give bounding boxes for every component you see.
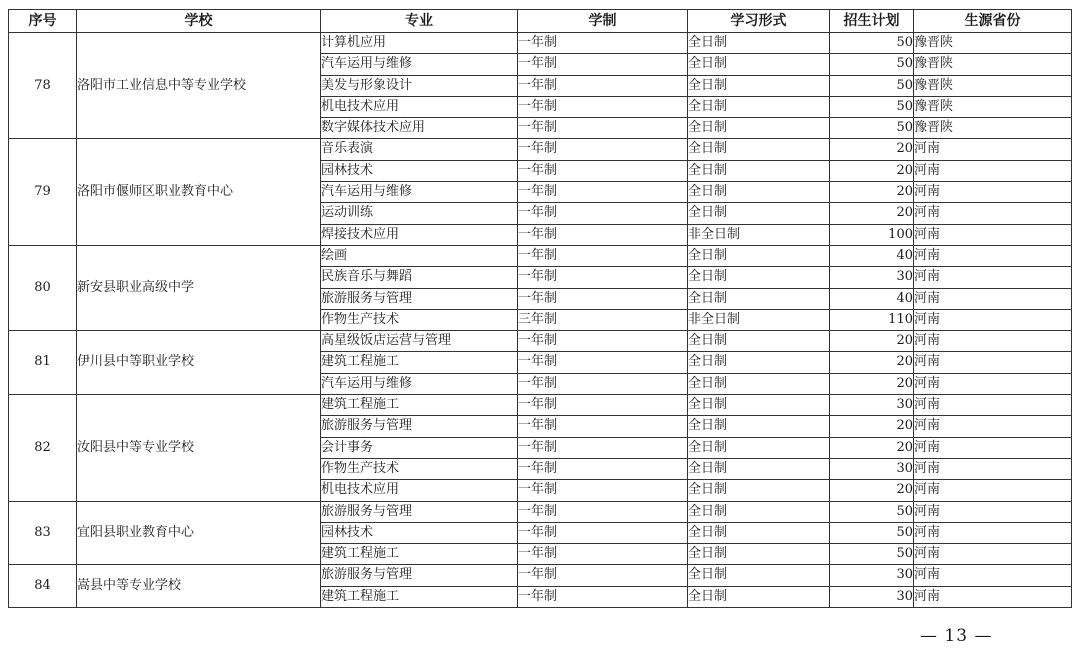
major-cell: 机电技术应用: [321, 96, 518, 117]
province-cell: 河南: [914, 309, 1072, 330]
school-number: 82: [9, 395, 77, 501]
major-cell: 高星级饭店运营与管理: [321, 331, 518, 352]
major-cell: 会计事务: [321, 437, 518, 458]
plan-cell: 50: [830, 522, 914, 543]
province-cell: 河南: [914, 416, 1072, 437]
mode-cell: 全日制: [688, 373, 830, 394]
header-school: 学校: [77, 10, 321, 33]
table-row: [9, 33, 1072, 54]
mode-cell: 全日制: [688, 586, 830, 607]
province-cell: 河南: [914, 480, 1072, 501]
school-name: 洛阳市工业信息中等专业学校: [77, 33, 321, 139]
province-cell: 河南: [914, 437, 1072, 458]
mode-cell: 全日制: [688, 565, 830, 586]
mode-cell: 全日制: [688, 54, 830, 75]
plan-cell: 50: [830, 118, 914, 139]
system-cell: 三年制: [518, 309, 688, 330]
major-cell: 作物生产技术: [321, 458, 518, 479]
major-cell: 焊接技术应用: [321, 224, 518, 245]
major-cell: 汽车运用与维修: [321, 182, 518, 203]
plan-cell: 20: [830, 182, 914, 203]
province-cell: 河南: [914, 182, 1072, 203]
plan-cell: 20: [830, 437, 914, 458]
system-cell: 一年制: [518, 160, 688, 181]
system-cell: 一年制: [518, 437, 688, 458]
plan-cell: 30: [830, 267, 914, 288]
major-cell: 绘画: [321, 245, 518, 266]
plan-cell: 20: [830, 416, 914, 437]
province-cell: 河南: [914, 288, 1072, 309]
plan-cell: 100: [830, 224, 914, 245]
school-name: 宜阳县职业教育中心: [77, 501, 321, 565]
mode-cell: 全日制: [688, 544, 830, 565]
table-row: [9, 331, 1072, 352]
system-cell: 一年制: [518, 544, 688, 565]
plan-cell: 20: [830, 160, 914, 181]
school-number: 79: [9, 139, 77, 245]
major-cell: 建筑工程施工: [321, 544, 518, 565]
major-cell: 汽车运用与维修: [321, 54, 518, 75]
province-cell: 河南: [914, 331, 1072, 352]
plan-cell: 30: [830, 565, 914, 586]
plan-cell: 20: [830, 352, 914, 373]
mode-cell: 全日制: [688, 331, 830, 352]
plan-cell: 50: [830, 33, 914, 54]
plan-cell: 30: [830, 586, 914, 607]
system-cell: 一年制: [518, 118, 688, 139]
major-cell: 机电技术应用: [321, 480, 518, 501]
system-cell: 一年制: [518, 139, 688, 160]
table-row: [9, 395, 1072, 416]
major-cell: 计算机应用: [321, 33, 518, 54]
mode-cell: 全日制: [688, 501, 830, 522]
mode-cell: 全日制: [688, 522, 830, 543]
mode-cell: 全日制: [688, 182, 830, 203]
province-cell: 河南: [914, 139, 1072, 160]
plan-cell: 50: [830, 544, 914, 565]
mode-cell: 全日制: [688, 437, 830, 458]
mode-cell: 全日制: [688, 118, 830, 139]
mode-cell: 全日制: [688, 96, 830, 117]
plan-cell: 50: [830, 501, 914, 522]
mode-cell: 全日制: [688, 245, 830, 266]
mode-cell: 全日制: [688, 75, 830, 96]
system-cell: 一年制: [518, 501, 688, 522]
system-cell: 一年制: [518, 480, 688, 501]
header-system: 学制: [518, 10, 688, 33]
enrollment-table: [8, 9, 1072, 608]
mode-cell: 全日制: [688, 288, 830, 309]
system-cell: 一年制: [518, 565, 688, 586]
province-cell: 豫晋陕: [914, 33, 1072, 54]
province-cell: 河南: [914, 544, 1072, 565]
header-major: 专业: [321, 10, 518, 33]
mode-cell: 非全日制: [688, 309, 830, 330]
mode-cell: 全日制: [688, 203, 830, 224]
province-cell: 河南: [914, 458, 1072, 479]
major-cell: 旅游服务与管理: [321, 288, 518, 309]
plan-cell: 40: [830, 288, 914, 309]
header-no: 序号: [9, 10, 77, 33]
school-number: 80: [9, 245, 77, 330]
system-cell: 一年制: [518, 416, 688, 437]
major-cell: 园林技术: [321, 160, 518, 181]
province-cell: 豫晋陕: [914, 54, 1072, 75]
system-cell: 一年制: [518, 331, 688, 352]
school-name: 新安县职业高级中学: [77, 245, 321, 330]
system-cell: 一年制: [518, 352, 688, 373]
province-cell: 河南: [914, 586, 1072, 607]
mode-cell: 全日制: [688, 139, 830, 160]
province-cell: 河南: [914, 267, 1072, 288]
header-province: 生源省份: [914, 10, 1072, 33]
province-cell: 河南: [914, 224, 1072, 245]
province-cell: 豫晋陕: [914, 75, 1072, 96]
school-name: 汝阳县中等专业学校: [77, 395, 321, 501]
major-cell: 运动训练: [321, 203, 518, 224]
system-cell: 一年制: [518, 267, 688, 288]
province-cell: 河南: [914, 352, 1072, 373]
plan-cell: 40: [830, 245, 914, 266]
major-cell: 旅游服务与管理: [321, 416, 518, 437]
school-name: 洛阳市偃师区职业教育中心: [77, 139, 321, 245]
major-cell: 旅游服务与管理: [321, 565, 518, 586]
table-body: [9, 33, 1072, 608]
plan-cell: 30: [830, 458, 914, 479]
province-cell: 河南: [914, 522, 1072, 543]
school-name: 嵩县中等专业学校: [77, 565, 321, 608]
plan-cell: 110: [830, 309, 914, 330]
school-number: 84: [9, 565, 77, 608]
table-row: [9, 139, 1072, 160]
province-cell: 河南: [914, 501, 1072, 522]
major-cell: 建筑工程施工: [321, 586, 518, 607]
province-cell: 河南: [914, 160, 1072, 181]
table-row: [9, 565, 1072, 586]
mode-cell: 全日制: [688, 458, 830, 479]
province-cell: 河南: [914, 395, 1072, 416]
province-cell: 豫晋陕: [914, 118, 1072, 139]
system-cell: 一年制: [518, 224, 688, 245]
mode-cell: 全日制: [688, 395, 830, 416]
system-cell: 一年制: [518, 288, 688, 309]
plan-cell: 20: [830, 203, 914, 224]
system-cell: 一年制: [518, 458, 688, 479]
plan-cell: 50: [830, 75, 914, 96]
header-plan: 招生计划: [830, 10, 914, 33]
system-cell: 一年制: [518, 245, 688, 266]
plan-cell: 20: [830, 139, 914, 160]
major-cell: 旅游服务与管理: [321, 501, 518, 522]
system-cell: 一年制: [518, 395, 688, 416]
page-number: — 13 —: [920, 626, 993, 646]
plan-cell: 20: [830, 331, 914, 352]
mode-cell: 全日制: [688, 267, 830, 288]
school-number: 81: [9, 331, 77, 395]
province-cell: 河南: [914, 373, 1072, 394]
system-cell: 一年制: [518, 586, 688, 607]
table-row: [9, 501, 1072, 522]
mode-cell: 全日制: [688, 33, 830, 54]
mode-cell: 全日制: [688, 160, 830, 181]
header-mode: 学习形式: [688, 10, 830, 33]
major-cell: 数字媒体技术应用: [321, 118, 518, 139]
mode-cell: 非全日制: [688, 224, 830, 245]
table-header-row: [9, 10, 1072, 33]
mode-cell: 全日制: [688, 480, 830, 501]
system-cell: 一年制: [518, 373, 688, 394]
mode-cell: 全日制: [688, 352, 830, 373]
province-cell: 河南: [914, 245, 1072, 266]
province-cell: 豫晋陕: [914, 96, 1072, 117]
school-name: 伊川县中等职业学校: [77, 331, 321, 395]
province-cell: 河南: [914, 565, 1072, 586]
major-cell: 音乐表演: [321, 139, 518, 160]
plan-cell: 50: [830, 96, 914, 117]
system-cell: 一年制: [518, 75, 688, 96]
system-cell: 一年制: [518, 54, 688, 75]
mode-cell: 全日制: [688, 416, 830, 437]
system-cell: 一年制: [518, 522, 688, 543]
major-cell: 汽车运用与维修: [321, 373, 518, 394]
system-cell: 一年制: [518, 96, 688, 117]
plan-cell: 50: [830, 54, 914, 75]
major-cell: 园林技术: [321, 522, 518, 543]
school-number: 83: [9, 501, 77, 565]
major-cell: 美发与形象设计: [321, 75, 518, 96]
table-row: [9, 245, 1072, 266]
plan-cell: 20: [830, 480, 914, 501]
major-cell: 民族音乐与舞蹈: [321, 267, 518, 288]
system-cell: 一年制: [518, 203, 688, 224]
major-cell: 建筑工程施工: [321, 352, 518, 373]
province-cell: 河南: [914, 203, 1072, 224]
major-cell: 建筑工程施工: [321, 395, 518, 416]
major-cell: 作物生产技术: [321, 309, 518, 330]
school-number: 78: [9, 33, 77, 139]
plan-cell: 30: [830, 395, 914, 416]
system-cell: 一年制: [518, 182, 688, 203]
system-cell: 一年制: [518, 33, 688, 54]
plan-cell: 20: [830, 373, 914, 394]
